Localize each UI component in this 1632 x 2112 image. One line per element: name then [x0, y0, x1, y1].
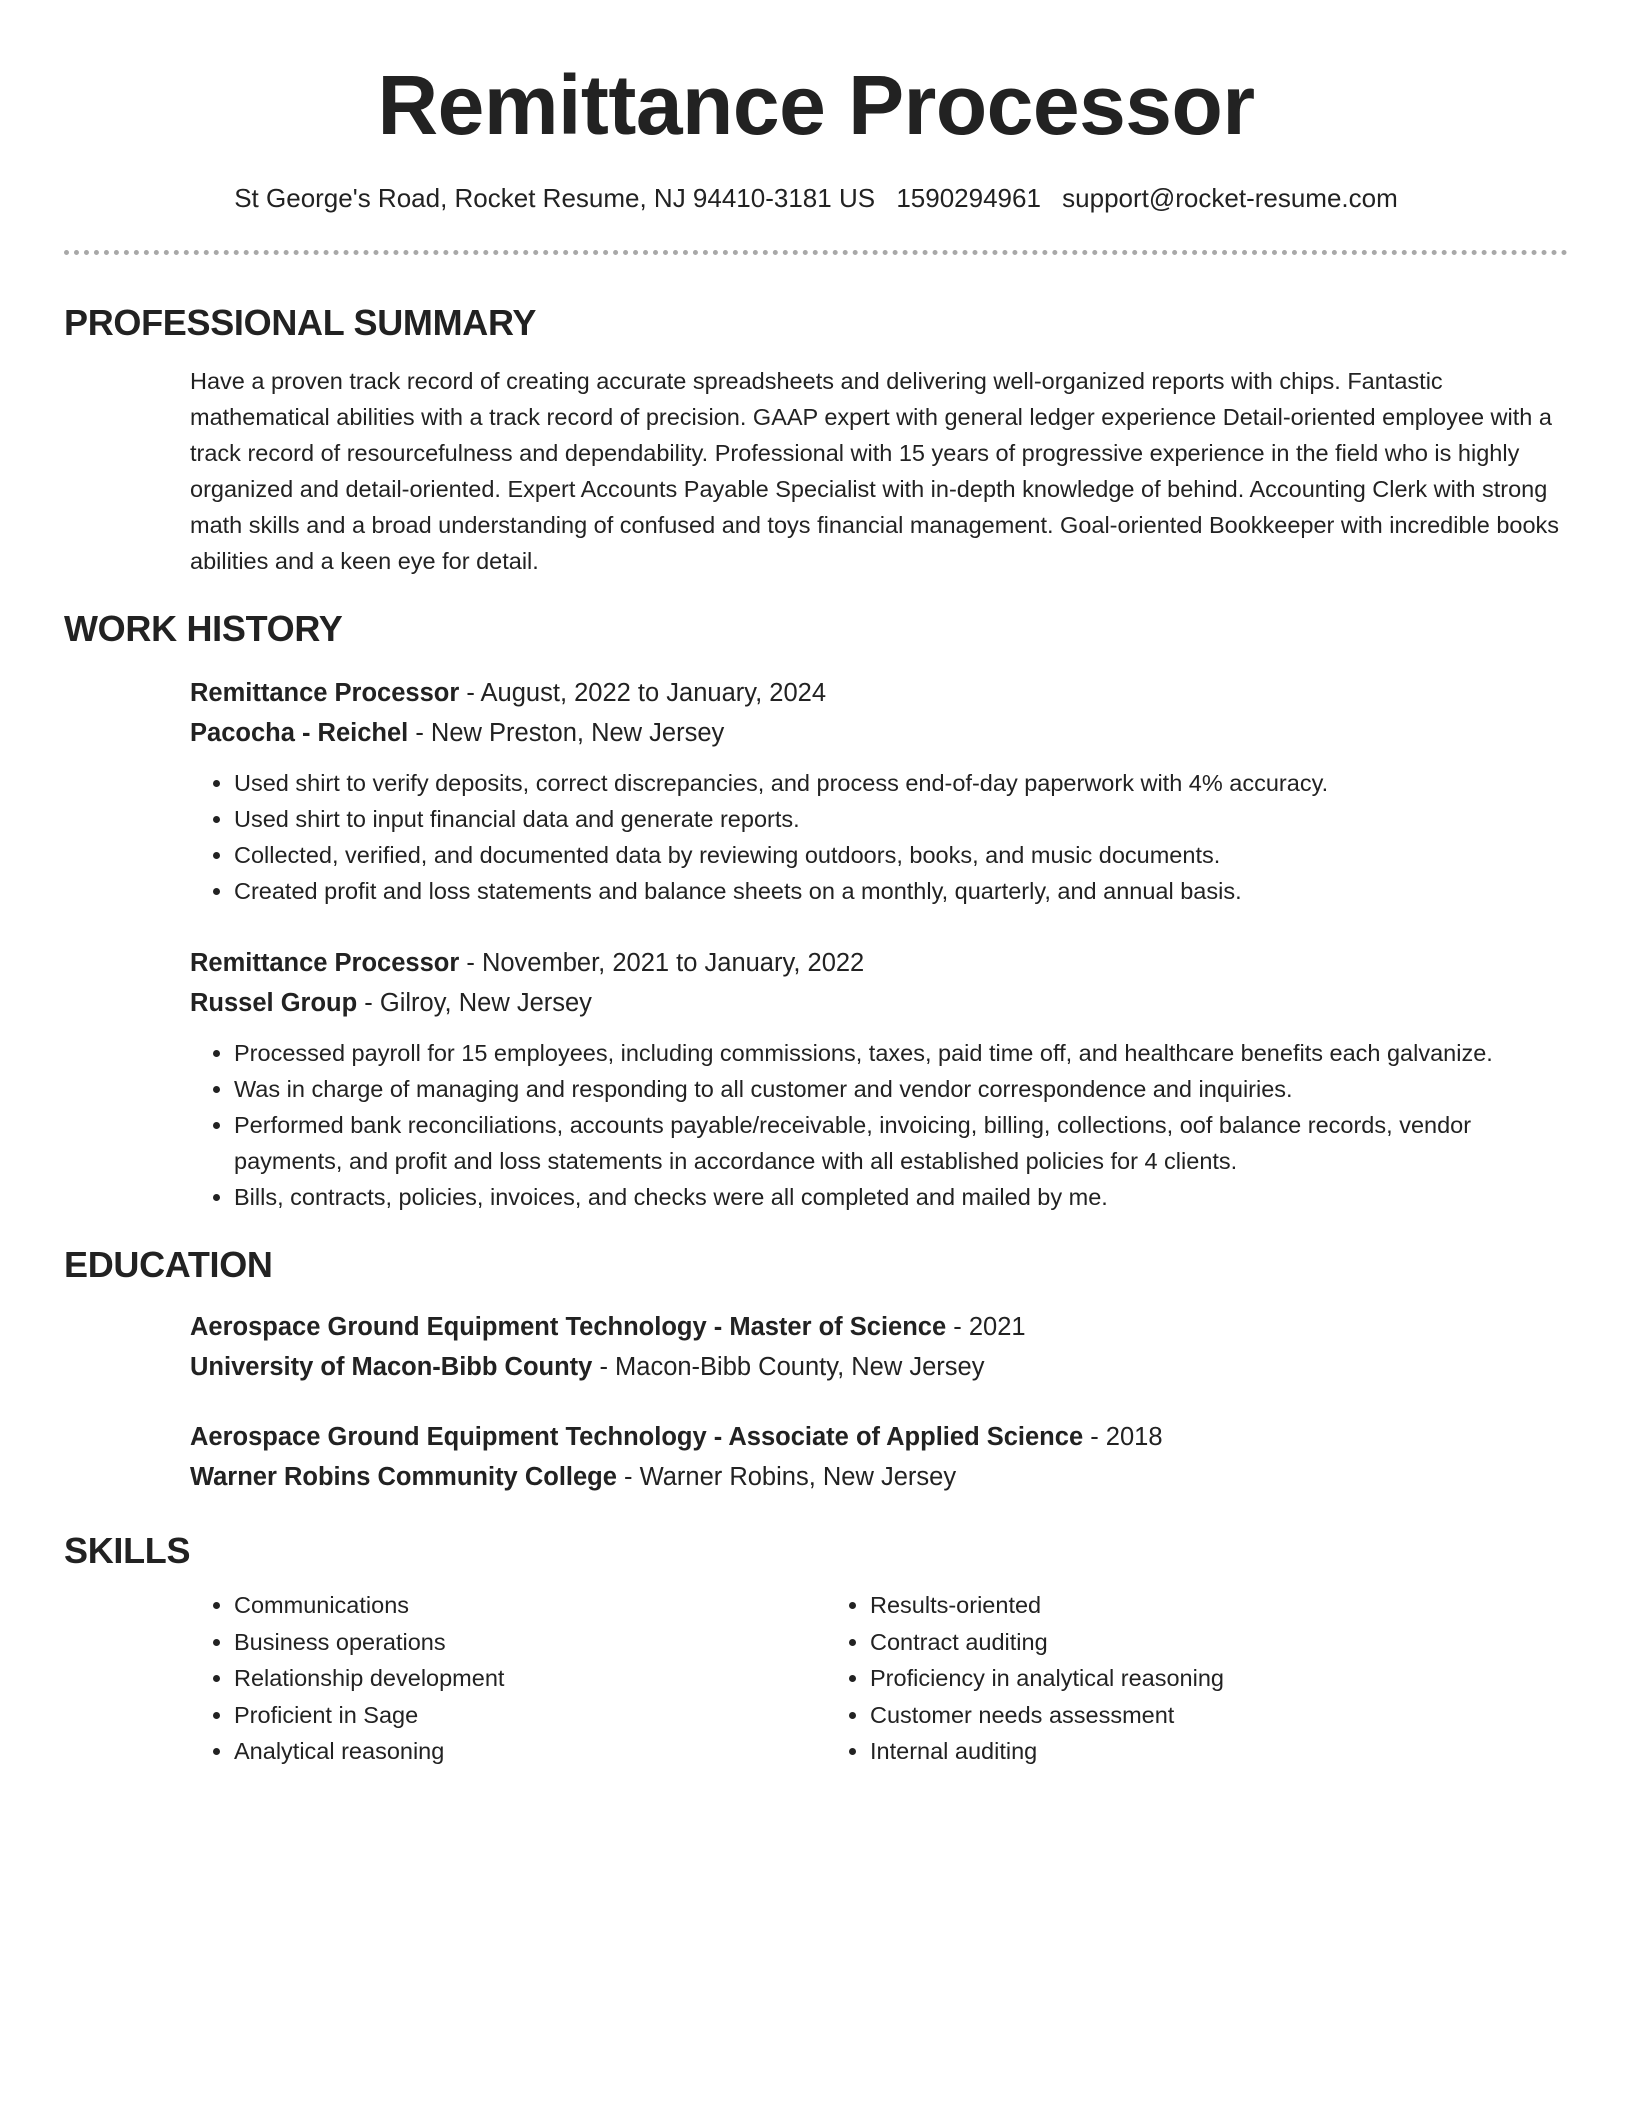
job-entry	[190, 943, 1568, 1215]
skills-column-right	[826, 1587, 1462, 1770]
job-location: - Gilroy, New Jersey	[357, 989, 592, 1017]
school-line	[190, 1457, 1568, 1497]
degree: Aerospace Ground Equipment Technology - Master of Science	[190, 1313, 947, 1341]
skills-grid	[190, 1587, 1568, 1770]
summary-section	[64, 301, 1568, 579]
address: St George's Road, Rocket Resume, NJ 94410-3181 US	[234, 183, 876, 213]
list-item: • Collected, verified, and documented data by reviewing outdoors, books, and music documents.	[234, 837, 1568, 873]
skill-item: • Customer needs assessment	[870, 1697, 1462, 1734]
job-role: Remittance Processor	[190, 679, 460, 707]
list-item: • Created profit and loss statements and balance sheets on a monthly, quarterly, and annual basis.	[234, 873, 1568, 909]
skills-column-left	[190, 1587, 826, 1770]
job-company-line	[190, 713, 1568, 753]
school-line	[190, 1347, 1568, 1387]
job-title-line	[190, 943, 1568, 983]
job-company: Russel Group	[190, 989, 358, 1017]
graduation-year: - 2021	[946, 1313, 1026, 1341]
header-divider	[64, 250, 1568, 255]
school-location: - Warner Robins, New Jersey	[616, 1463, 957, 1491]
email: support@rocket-resume.com	[1062, 183, 1398, 213]
candidate-name: Remittance Processor	[377, 58, 1255, 152]
job-bullets	[190, 765, 1568, 909]
school: Warner Robins Community College	[190, 1463, 617, 1491]
skill-item: • Contract auditing	[870, 1624, 1462, 1661]
job-role: Remittance Processor	[190, 949, 460, 977]
skill-item: • Internal auditing	[870, 1733, 1462, 1770]
education-section	[64, 1243, 1568, 1497]
summary-text: Have a proven track record of creating accurate spreadsheets and delivering well-organized reports with chips. Fantastic mathematical abilities with a track record of precision. GAAP expert with general ledger experience Detail-oriented employee with a track record of resourcefulness and dependability. Professional with 15 years of progressive experience in the field who is highly organized and detail-oriented. Expert Accounts Payable Specialist with in-depth knowledge of behind. Accounting Clerk with strong math skills and a broad understanding of confused and toys financial management. Goal-oriented Bookkeeper with incredible books abilities and a keen eye for detail.	[190, 368, 1560, 574]
section-title-skills: SKILLS	[64, 1530, 191, 1571]
contact-line	[64, 180, 1568, 216]
phone: 1590294961	[896, 183, 1041, 213]
job-company-line	[190, 983, 1568, 1023]
degree: Aerospace Ground Equipment Technology - Associate of Applied Science	[190, 1423, 1084, 1451]
job-title-line	[190, 673, 1568, 713]
job-dates: - November, 2021 to January, 2022	[459, 949, 865, 977]
skill-item: • Analytical reasoning	[234, 1733, 826, 1770]
school-location: - Macon-Bibb County, New Jersey	[592, 1353, 985, 1381]
education-entry	[190, 1307, 1568, 1387]
skill-item: • Business operations	[234, 1624, 826, 1661]
list-item: • Used shirt to verify deposits, correct discrepancies, and process end-of-day paperwork with 4% accuracy.	[234, 765, 1568, 801]
school: University of Macon-Bibb County	[190, 1353, 593, 1381]
section-title-education: EDUCATION	[64, 1244, 273, 1285]
skill-item: • Proficiency in analytical reasoning	[870, 1660, 1462, 1697]
skill-item: • Communications	[234, 1587, 826, 1624]
degree-line	[190, 1417, 1568, 1457]
skill-item: • Relationship development	[234, 1660, 826, 1697]
list-item: • Was in charge of managing and responding to all customer and vendor correspondence and inquiries.	[234, 1071, 1568, 1107]
skill-item: • Results-oriented	[870, 1587, 1462, 1624]
graduation-year: - 2018	[1083, 1423, 1163, 1451]
section-title-summary: PROFESSIONAL SUMMARY	[64, 302, 537, 343]
resume-page	[64, 0, 1568, 1770]
list-item: • Processed payroll for 15 employees, including commissions, taxes, paid time off, and healthcare benefits each galvanize.	[234, 1035, 1568, 1071]
section-title-work: WORK HISTORY	[64, 608, 343, 649]
degree-line	[190, 1307, 1568, 1347]
job-location: - New Preston, New Jersey	[408, 719, 725, 747]
list-item: • Performed bank reconciliations, accounts payable/receivable, invoicing, billing, collections, oof balance records, vendor payments, and profit and loss statements in accordance with all established policies for 4 clients.	[234, 1107, 1568, 1179]
education-entry	[190, 1417, 1568, 1497]
skills-section	[64, 1529, 1568, 1770]
job-company: Pacocha - Reichel	[190, 719, 409, 747]
list-item: • Bills, contracts, policies, invoices, and checks were all completed and mailed by me.	[234, 1179, 1568, 1215]
skill-item: • Proficient in Sage	[234, 1697, 826, 1734]
job-dates: - August, 2022 to January, 2024	[459, 679, 826, 707]
job-entry	[190, 673, 1568, 909]
job-bullets	[190, 1035, 1568, 1215]
work-history-section	[64, 607, 1568, 1215]
list-item: • Used shirt to input financial data and generate reports.	[234, 801, 1568, 837]
